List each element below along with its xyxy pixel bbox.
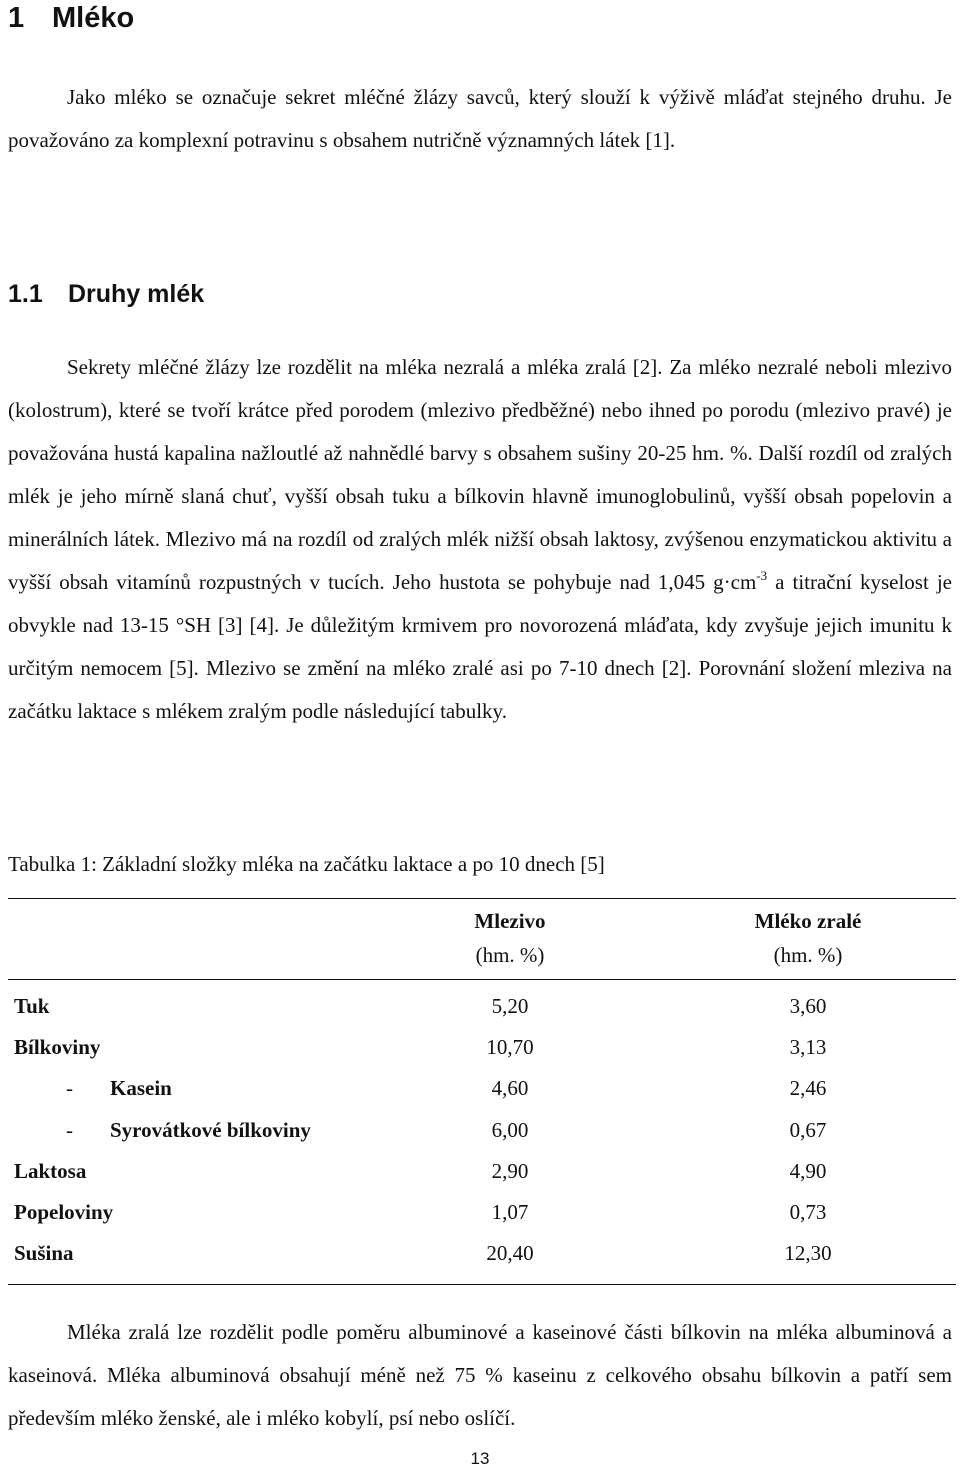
row-label: Bílkoviny bbox=[14, 1035, 101, 1059]
mature-milk-paragraph: Mléka zralá lze rozdělit podle poměru albuminové a kaseinové části bílkovin na mléka albuminová a kaseinová. Mléka albuminová obsahují méně než 75 % kaseinu z celkového obsahu bílkovin a patří sem především mléko ženské, ale i mléko kobylí, psí nebo oslíčí. bbox=[8, 1320, 952, 1430]
column-unit: (hm. %) bbox=[475, 943, 545, 967]
cell-colostrum: 10,70 bbox=[486, 1035, 534, 1059]
cell-mature-milk: 0,67 bbox=[789, 1118, 827, 1142]
cell-colostrum: 1,07 bbox=[491, 1200, 529, 1224]
cell-mature-milk: 12,30 bbox=[784, 1241, 832, 1265]
table-row bbox=[8, 1192, 956, 1233]
table-row bbox=[8, 986, 956, 1027]
table-row bbox=[8, 1068, 956, 1109]
intro-paragraph: Jako mléko se označuje sekret mléčné žlázy savců, který slouží k výživě mláďat stejného druhu. Je považováno za komplexní potravinu s obsahem nutričně významných látek [1]. bbox=[8, 85, 952, 152]
cell-mature-milk: 3,60 bbox=[789, 994, 827, 1018]
row-label: Sušina bbox=[14, 1241, 74, 1265]
row-dash: - bbox=[66, 1118, 73, 1142]
cell-colostrum: 4,60 bbox=[491, 1076, 529, 1100]
column-header-colostrum bbox=[410, 904, 610, 972]
table-bottom-rule bbox=[8, 1284, 956, 1285]
colostrum-paragraph bbox=[8, 346, 952, 733]
column-header-mature-milk bbox=[708, 904, 908, 972]
row-label: Syrovátkové bílkoviny bbox=[110, 1118, 311, 1142]
row-label: Laktosa bbox=[14, 1159, 87, 1183]
chapter-title: Mléko bbox=[52, 2, 135, 34]
cell-mature-milk: 2,46 bbox=[789, 1076, 827, 1100]
section-heading bbox=[8, 278, 204, 310]
row-label: Tuk bbox=[14, 994, 50, 1018]
cell-mature-milk: 0,73 bbox=[789, 1200, 827, 1224]
colostrum-text-start: Sekrety mléčné žlázy lze rozdělit na mléka nezralá a mléka zralá [2]. Za mléko nezralé neboli mlezivo (kolostrum), které se tvoří krátce před porodem (mlezivo předběžné) nebo ihned po porodu (mlezivo pravé) je považována hustá kapalina nažloutlé až nahnědlé barvy s obsahem sušiny 20-25 hm. %. Další rozdíl od zralých mlék je jeho mírně slaná chuť, vyšší obsah tuku a bílkovin hlavně imunoglobulinů, vyšší obsah popelovin a minerálních látek. Mlezivo má na rozdíl od zralých mlék nižší obsah laktosy, zvýšenou enzymatickou aktivitu a vyšší obsah vitamínů rozpustných v tucích. Jeho hustota se pohybuje nad 1,045 g·cm bbox=[8, 355, 952, 594]
table-header-rule bbox=[8, 979, 956, 980]
chapter-heading bbox=[8, 0, 134, 36]
cell-mature-milk: 3,13 bbox=[789, 1035, 827, 1059]
table-caption: Tabulka 1: Základní složky mléka na začátku laktace a po 10 dnech [5] bbox=[8, 852, 605, 876]
table-top-rule bbox=[8, 898, 956, 899]
row-label: Popeloviny bbox=[14, 1200, 114, 1224]
cell-mature-milk: 4,90 bbox=[789, 1159, 827, 1183]
table-row bbox=[8, 1027, 956, 1068]
column-unit: (hm. %) bbox=[773, 943, 843, 967]
row-label: Kasein bbox=[110, 1076, 172, 1100]
table-row bbox=[8, 1110, 956, 1151]
chapter-number: 1 bbox=[8, 2, 25, 34]
row-dash: - bbox=[66, 1076, 73, 1100]
section-number: 1.1 bbox=[8, 280, 43, 308]
cell-colostrum: 2,90 bbox=[491, 1159, 529, 1183]
cell-colostrum: 5,20 bbox=[491, 994, 529, 1018]
cell-colostrum: 20,40 bbox=[486, 1241, 534, 1265]
density-exponent: -3 bbox=[756, 568, 768, 583]
cell-colostrum: 6,00 bbox=[491, 1118, 529, 1142]
colostrum-text-end: a titrační kyselost je obvykle nad 13-15 °SH [3] [4]. Je důležitým krmivem pro novorozená mláďata, kdy zvyšuje jejich imunitu k určitým nemocem [5]. Mlezivo se změní na mléko zralé asi po 7-10 dnech [2]. Porovnání složení mleziva na začátku laktace s mlékem zralým podle následující tabulky. bbox=[8, 570, 952, 723]
table-row bbox=[8, 1151, 956, 1192]
column-title: Mléko zralé bbox=[754, 909, 862, 933]
table-row bbox=[8, 1233, 956, 1274]
section-title: Druhy mlék bbox=[68, 280, 205, 308]
page-number: 13 bbox=[470, 1449, 490, 1468]
column-title: Mlezivo bbox=[474, 909, 546, 933]
